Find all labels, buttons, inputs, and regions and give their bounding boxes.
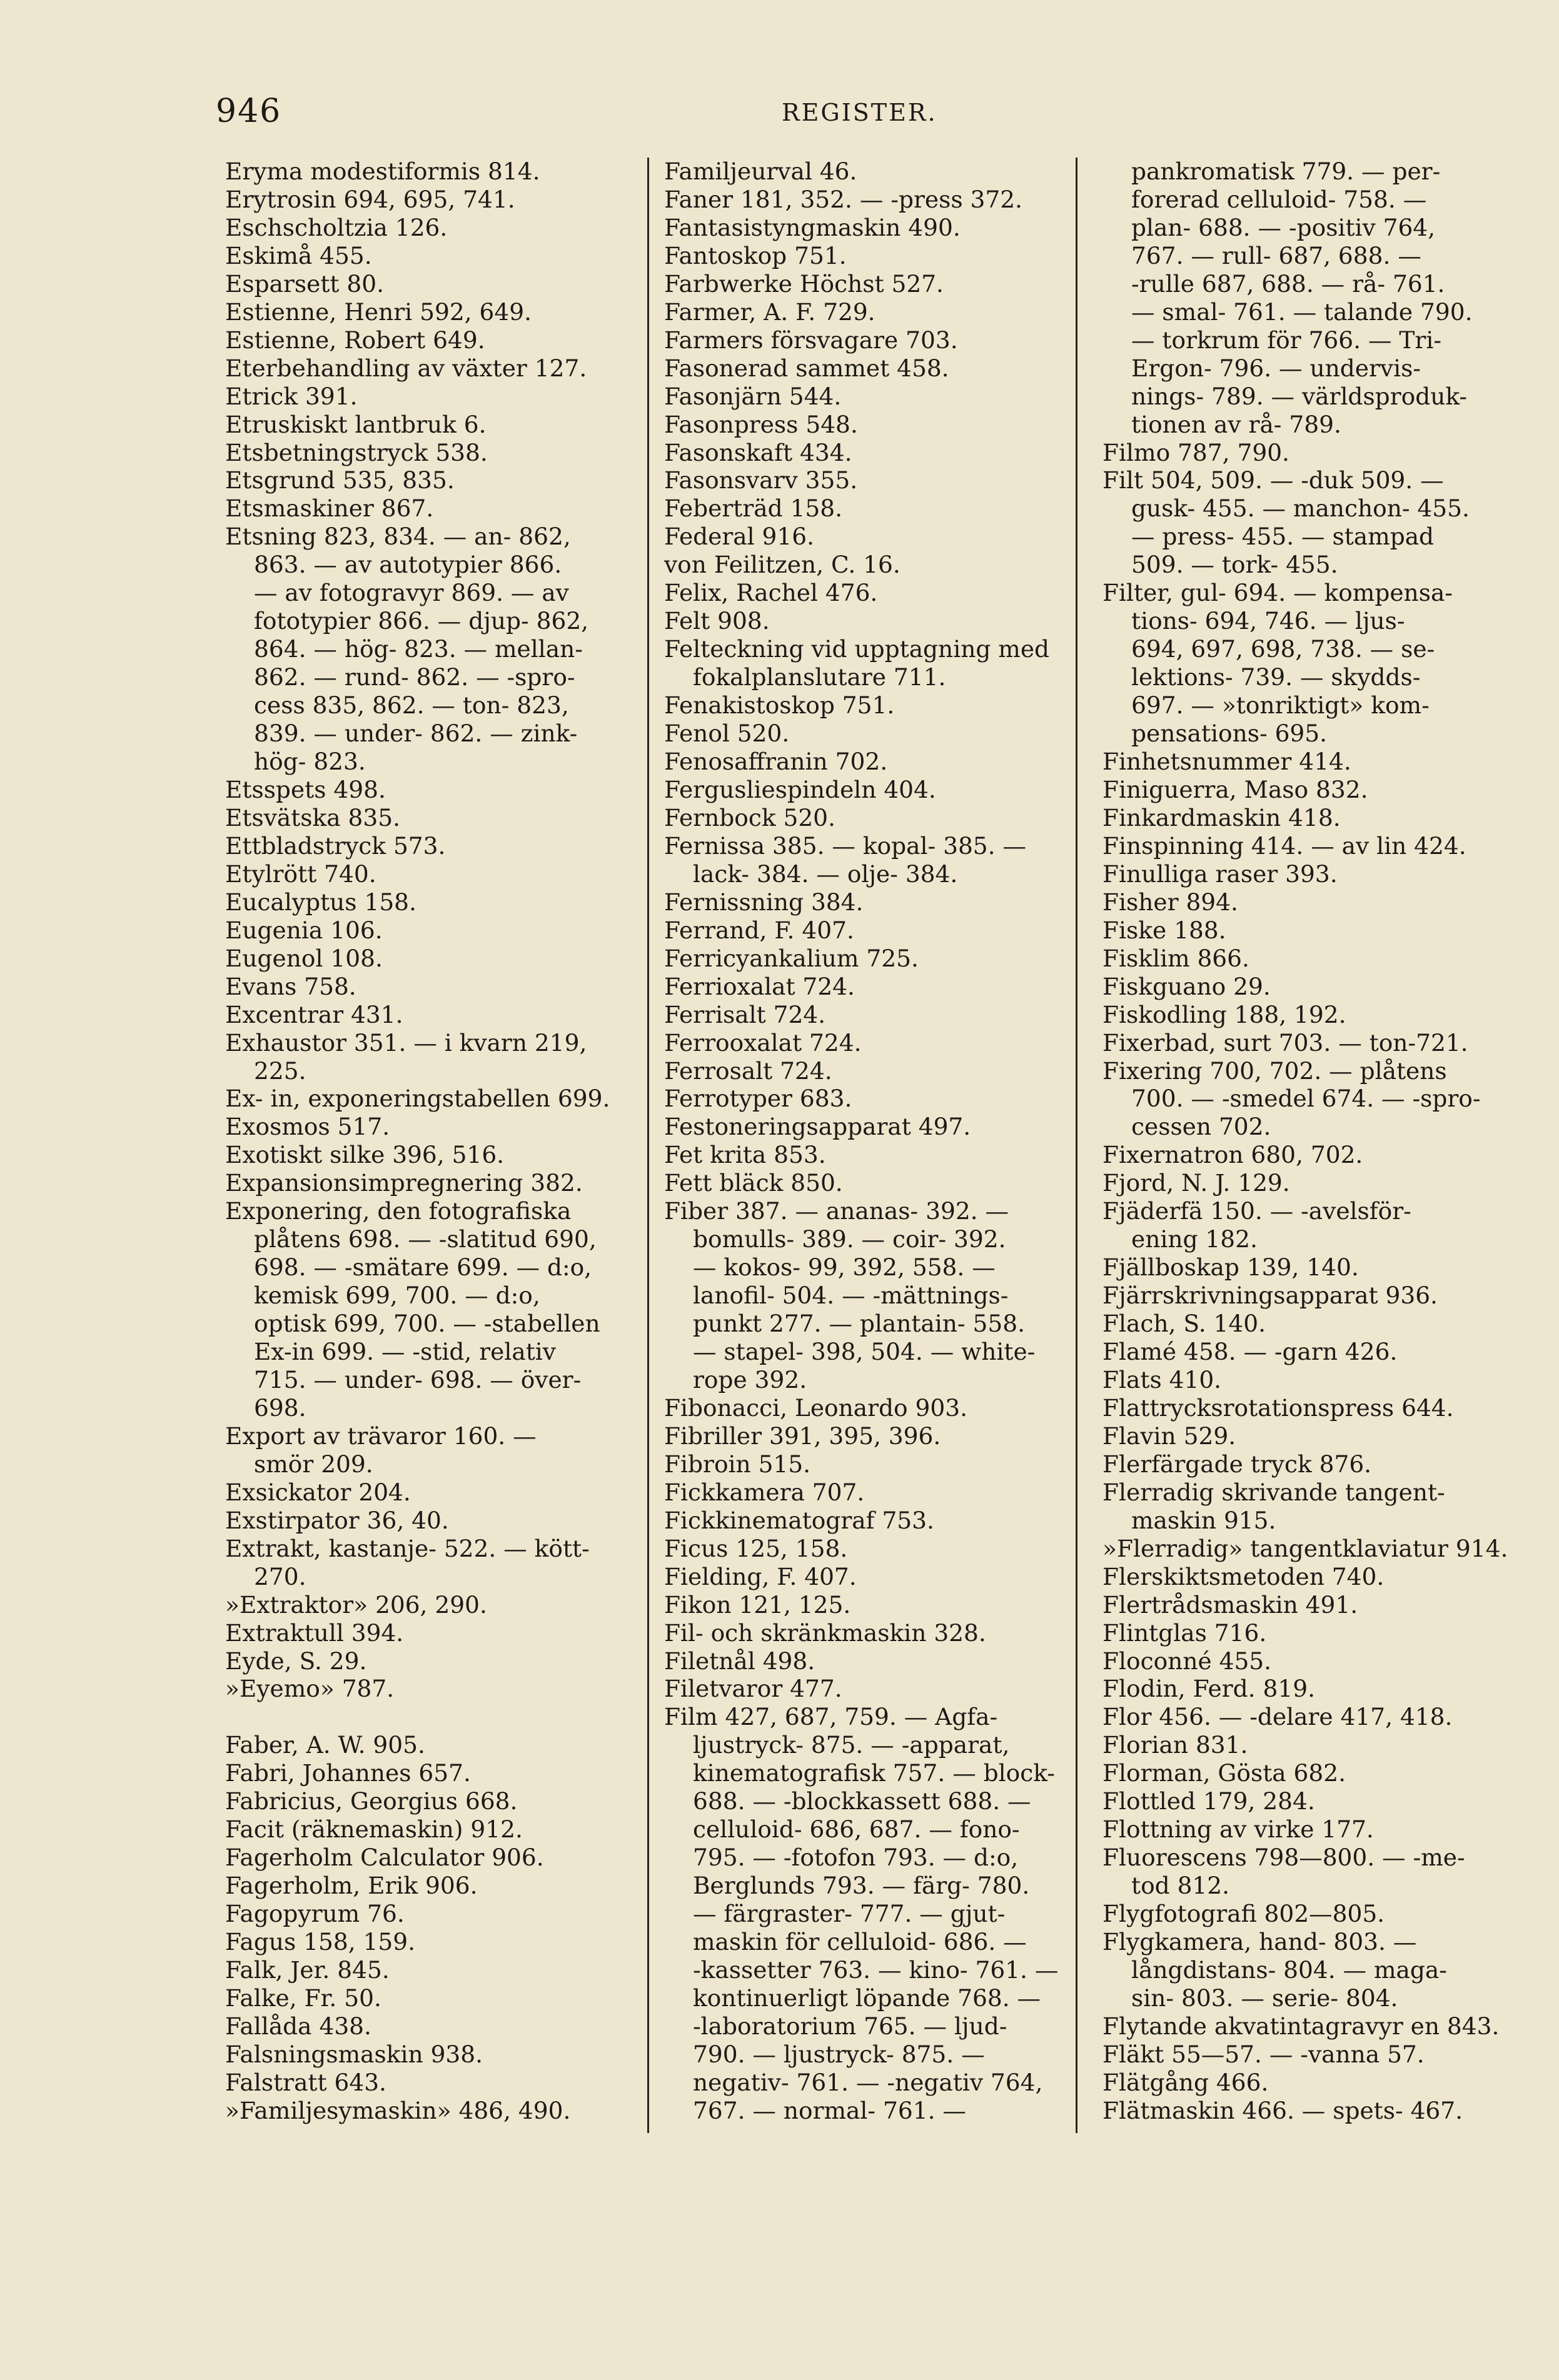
index-entry-line: Flätmaskin 466. — spets- 467.: [1102, 2096, 1463, 2124]
index-entry-line: Falstratt 643.: [225, 2068, 386, 2096]
index-entry-line: Fet krita 853.: [664, 1141, 826, 1169]
index-entry-line: Fagopyrum 76.: [225, 1900, 405, 1928]
index-entry-line: Flerfärgade tryck 876.: [1102, 1450, 1372, 1478]
index-entry-line: Flytande akvatintagravyr en 843.: [1102, 2012, 1500, 2040]
index-entry-line: Flerradig skrivande tangent-: [1102, 1478, 1445, 1506]
index-entry-line: Flats 410.: [1102, 1365, 1222, 1393]
index-entry-line: Festoneringsapparat 497.: [664, 1113, 971, 1141]
index-entry-line: Flygfotografi 802—805.: [1102, 1900, 1385, 1928]
index-entry-line: Flavin 529.: [1102, 1422, 1236, 1450]
index-entry-line: Fasonpress 548.: [664, 410, 858, 438]
index-entry-line: långdistans- 804. — maga-: [1131, 1956, 1447, 1984]
index-entry-line: Ferrosalt 724.: [664, 1057, 832, 1085]
index-entry-line: fokalplanslutare 711.: [693, 663, 946, 691]
index-entry-line: Ferrioxalat 724.: [664, 972, 855, 1000]
index-entry-line: Fernissa 385. — kopal- 385. —: [664, 831, 1026, 860]
index-entry-line: 698. — -smätare 699. — d:o,: [254, 1253, 592, 1282]
index-entry-line: Flätgång 466.: [1102, 2068, 1269, 2096]
index-entry-line: Finspinning 414. — av lin 424.: [1102, 831, 1466, 860]
index-entry-line: Eryma modestiformis 814.: [225, 158, 540, 185]
index-entry-line: Filetnål 498.: [664, 1647, 815, 1675]
index-entry-line: 509. — tork- 455.: [1131, 551, 1338, 579]
index-entry-line: maskin 915.: [1131, 1506, 1276, 1534]
index-entry-line: 767. — rull- 687, 688. —: [1131, 241, 1421, 269]
index-entry-line: Filetvaror 477.: [664, 1675, 842, 1703]
index-entry-line: Ferrooxalat 724.: [664, 1028, 862, 1057]
index-entry-line: tod 812.: [1131, 1872, 1230, 1900]
index-entry-line: Flerskiktsmetoden 740.: [1102, 1562, 1385, 1590]
index-entry-line: Flintglas 716.: [1102, 1619, 1267, 1647]
index-entry-line: Falk, Jer. 845.: [225, 1956, 390, 1984]
index-entry-line: celluloid- 686, 687. — fono-: [693, 1815, 1020, 1844]
index-entry-line: Exotiskt silke 396, 516.: [225, 1141, 505, 1169]
index-entry-line: Fickkinematograf 753.: [664, 1506, 934, 1534]
index-entry-line: kontinuerligt löpande 768. —: [693, 1984, 1041, 2012]
index-entry-line: Felix, Rachel 476.: [664, 579, 878, 607]
index-entry-line: 715. — under- 698. — över-: [254, 1365, 582, 1393]
index-entry-line: Fenol 520.: [664, 720, 790, 748]
index-entry-line: Etsbetningstryck 538.: [225, 438, 488, 466]
index-entry-line: Excentrar 431.: [225, 1000, 403, 1028]
index-entry-line: Faner 181, 352. — -press 372.: [664, 185, 1022, 213]
index-entry-line: Extraktull 394.: [225, 1619, 404, 1647]
index-entry-line: pankromatisk 779. — per-: [1131, 158, 1441, 185]
index-entry-line: Exstirpator 36, 40.: [225, 1506, 449, 1534]
index-entry-line: Falke, Fr. 50.: [225, 1984, 381, 2012]
index-entry-line: Ferricyankalium 725.: [664, 944, 919, 972]
index-entry-line: Evans 758.: [225, 972, 356, 1000]
index-entry-line: Ettbladstryck 573.: [225, 831, 446, 860]
index-entry-line: Fjord, N. J. 129.: [1102, 1169, 1290, 1197]
index-entry-line: Fibroin 515.: [664, 1450, 811, 1478]
index-entry-line: Flottning av virke 177.: [1102, 1815, 1374, 1844]
index-entry-line: Falsningsmaskin 938.: [225, 2040, 483, 2068]
index-entry-line: Exponering, den fotografiska: [225, 1197, 572, 1225]
index-entry-line: Feberträd 158.: [664, 495, 843, 523]
index-entry-line: Ferrotyper 683.: [664, 1085, 852, 1113]
index-entry-line: Fjäderfä 150. — -avelsför-: [1102, 1197, 1411, 1225]
index-entry-line: »Familjesymaskin» 486, 490.: [225, 2096, 571, 2124]
index-entry-line: Eterbehandling av växter 127.: [225, 354, 587, 382]
index-entry-line: Fergusliespindeln 404.: [664, 775, 936, 803]
index-entry-line: Berglunds 793. — färg- 780.: [693, 1872, 1030, 1900]
index-entry-line: 862. — rund- 862. — -spro-: [254, 663, 575, 691]
index-entry-line: Farmer, A. F. 729.: [664, 298, 875, 326]
index-entry-line: 767. — normal- 761. —: [693, 2096, 966, 2124]
index-entry-line: Flodin, Ferd. 819.: [1102, 1675, 1316, 1703]
index-entry-line: von Feilitzen, C. 16.: [664, 551, 901, 579]
index-entry-line: Exhaustor 351. — i kvarn 219,: [225, 1028, 587, 1057]
index-entry-line: smör 209.: [254, 1450, 373, 1478]
index-entry-line: tions- 694, 746. — ljus-: [1131, 607, 1405, 635]
index-entry-line: Fisklim 866.: [1102, 944, 1249, 972]
index-entry-line: nings- 789. — världsproduk-: [1131, 382, 1468, 410]
index-entry-line: Fisher 894.: [1102, 888, 1238, 916]
index-entry-line: Florman, Gösta 682.: [1102, 1759, 1346, 1787]
index-entry-line: 864. — hög- 823. — mellan-: [254, 635, 583, 663]
index-entry-line: Expansionsimpregnering 382.: [225, 1169, 583, 1197]
index-entry-line: Eugenia 106.: [225, 916, 383, 944]
index-entry-line: cessen 702.: [1131, 1113, 1271, 1141]
index-entry-line: Fiskguano 29.: [1102, 972, 1271, 1000]
index-entry-line: Etrick 391.: [225, 382, 358, 410]
index-entry-line: Eucalyptus 158.: [225, 888, 416, 916]
index-entry-line: Facit (räknemaskin) 912.: [225, 1815, 523, 1844]
index-entry-line: cess 835, 862. — ton- 823,: [254, 691, 569, 720]
index-entry-line: — stapel- 398, 504. — white-: [693, 1338, 1036, 1366]
index-entry-line: Export av trävaror 160. —: [225, 1422, 537, 1450]
index-entry-line: pensations- 695.: [1131, 720, 1328, 748]
running-head: REGISTER.: [782, 99, 937, 126]
column-rule-1: [647, 158, 649, 2133]
index-entry-line: Fixernatron 680, 702.: [1102, 1141, 1363, 1169]
index-entry-line: Eskimå 455.: [225, 241, 372, 269]
index-entry-line: -kassetter 763. — kino- 761. —: [693, 1956, 1059, 1984]
index-entry-line: Felt 908.: [664, 607, 770, 635]
index-entry-line: Fjärrskrivningsapparat 936.: [1102, 1282, 1438, 1310]
index-entry-line: hög- 823.: [254, 748, 366, 776]
index-entry-line: Extrakt, kastanje- 522. — kött-: [225, 1534, 590, 1562]
index-entry-line: Fagus 158, 159.: [225, 1928, 416, 1956]
index-entry-line: Estienne, Robert 649.: [225, 326, 485, 354]
index-entry-line: Flygkamera, hand- 803. —: [1102, 1928, 1417, 1956]
index-entry-line: Fabricius, Georgius 668.: [225, 1787, 518, 1815]
index-entry-line: Fett bläck 850.: [664, 1169, 843, 1197]
index-entry-line: Familjeurval 46.: [664, 158, 857, 185]
index-entry-line: fototypier 866. — djup- 862,: [254, 607, 589, 635]
index-entry-line: Exosmos 517.: [225, 1113, 390, 1141]
index-entry-line: Faber, A. W. 905.: [225, 1731, 425, 1759]
index-entry-line: Fixerbad, surt 703. — ton-721.: [1102, 1028, 1468, 1057]
index-entry-line: Fasonskaft 434.: [664, 438, 852, 466]
index-entry-line: Ergon- 796. — undervis-: [1131, 354, 1421, 382]
index-entry-line: Ferrisalt 724.: [664, 1000, 826, 1028]
index-entry-line: Fläkt 55—57. — -vanna 57.: [1102, 2040, 1425, 2068]
index-entry-line: punkt 277. — plantain- 558.: [693, 1310, 1026, 1338]
index-entry-line: Eyde, S. 29.: [225, 1647, 367, 1675]
index-entry-line: Fenakistoskop 751.: [664, 691, 895, 720]
index-entry-line: Fibriller 391, 395, 396.: [664, 1422, 941, 1450]
index-entry-line: Florian 831.: [1102, 1731, 1248, 1759]
index-entry-line: rope 392.: [693, 1365, 807, 1393]
index-entry-line: Fikon 121, 125.: [664, 1590, 851, 1619]
index-entry-line: »Eyemo» 787.: [225, 1675, 395, 1703]
index-entry-line: Flattrycksrotationspress 644.: [1102, 1393, 1454, 1422]
index-entry-line: -rulle 687, 688. — rå- 761.: [1131, 269, 1445, 298]
index-entry-line: — smal- 761. — talande 790.: [1131, 298, 1473, 326]
index-entry-line: bomulls- 389. — coir- 392.: [693, 1225, 1006, 1253]
index-entry-line: 700. — -smedel 674. — -spro-: [1131, 1085, 1481, 1113]
index-entry-line: Fernbock 520.: [664, 803, 835, 831]
index-column-1: [225, 158, 638, 2125]
index-entry-line: Finulliga raser 393.: [1102, 860, 1338, 888]
index-entry-line: Etsspets 498.: [225, 775, 386, 803]
index-entry-line: Etsgrund 535, 835.: [225, 466, 455, 495]
index-entry-line: Erytrosin 694, 695, 741.: [225, 185, 515, 213]
index-entry-line: — av fotogravyr 869. — av: [254, 579, 569, 607]
index-entry-line: 790. — ljustryck- 875. —: [693, 2040, 985, 2068]
index-entry-line: Eugenol 108.: [225, 944, 383, 972]
index-entry-line: maskin för celluloid- 686. —: [693, 1928, 1027, 1956]
index-entry-line: tionen av rå- 789.: [1131, 410, 1341, 438]
index-entry-line: Floconné 455.: [1102, 1647, 1272, 1675]
index-column-3: [1102, 158, 1515, 2125]
index-entry-line: 698.: [254, 1393, 306, 1422]
index-entry-line: Fasonsvarv 355.: [664, 466, 858, 495]
index-entry-line: — kokos- 99, 392, 558. —: [693, 1253, 996, 1282]
index-entry-line: — färgraster- 777. — gjut-: [693, 1900, 1006, 1928]
index-entry-line: Fernissning 384.: [664, 888, 864, 916]
index-entry-line: [225, 1703, 638, 1731]
index-entry-line: negativ- 761. — -negativ 764,: [693, 2068, 1043, 2096]
index-entry-line: — press- 455. — stampad: [1131, 523, 1435, 551]
index-entry-line: Ferrand, F. 407.: [664, 916, 854, 944]
index-entry-line: Film 427, 687, 759. — Agfa-: [664, 1703, 998, 1731]
index-entry-line: 270.: [254, 1562, 306, 1590]
index-entry-line: plan- 688. — -positiv 764,: [1131, 213, 1436, 241]
index-entry-line: Federal 916.: [664, 523, 815, 551]
index-entry-line: ljustryck- 875. — -apparat,: [693, 1731, 1010, 1759]
index-entry-line: kemisk 699, 700. — d:o,: [254, 1282, 540, 1310]
index-entry-line: Fantasistyngmaskin 490.: [664, 213, 961, 241]
index-entry-line: Flamé 458. — -garn 426.: [1102, 1338, 1398, 1366]
index-entry-line: optisk 699, 700. — -stabellen: [254, 1310, 600, 1338]
index-entry-line: Farbwerke Höchst 527.: [664, 269, 944, 298]
index-entry-line: 863. — av autotypier 866.: [254, 551, 562, 579]
index-entry-line: Fluorescens 798—800. — -me-: [1102, 1844, 1465, 1872]
index-entry-line: 688. — -blockkassett 688. —: [693, 1787, 1031, 1815]
index-entry-line: Flor 456. — -delare 417, 418.: [1102, 1703, 1453, 1731]
index-entry-line: Ficus 125, 158.: [664, 1534, 848, 1562]
index-entry-line: Finiguerra, Maso 832.: [1102, 775, 1368, 803]
index-entry-line: lektions- 739. — skydds-: [1131, 663, 1421, 691]
index-entry-line: Fickkamera 707.: [664, 1478, 865, 1506]
index-entry-line: gusk- 455. — manchon- 455.: [1131, 495, 1470, 523]
index-entry-line: plåtens 698. — -slatitud 690,: [254, 1225, 597, 1253]
index-entry-line: lack- 384. — olje- 384.: [693, 860, 958, 888]
index-entry-line: Fantoskop 751.: [664, 241, 847, 269]
index-entry-line: Felteckning vid upptagning med: [664, 635, 1050, 663]
index-entry-line: Fiskodling 188, 192.: [1102, 1000, 1346, 1028]
index-entry-line: Fagerholm, Erik 906.: [225, 1872, 478, 1900]
index-entry-line: »Extraktor» 206, 290.: [225, 1590, 487, 1619]
index-entry-line: 225.: [254, 1057, 306, 1085]
index-entry-line: ening 182.: [1131, 1225, 1258, 1253]
index-entry-line: Fixering 700, 702. — plåtens: [1102, 1057, 1447, 1085]
index-entry-line: Flertrådsmaskin 491.: [1102, 1590, 1358, 1619]
index-entry-line: Fenosaffranin 702.: [664, 748, 888, 776]
index-entry-line: Filter, gul- 694. — kompensa-: [1102, 579, 1453, 607]
index-entry-line: Ex-in 699. — -stid, relativ: [254, 1338, 556, 1366]
index-entry-line: Filmo 787, 790.: [1102, 438, 1289, 466]
index-entry-line: Esparsett 80.: [225, 269, 385, 298]
column-rule-2: [1076, 158, 1077, 2133]
index-entry-line: Etsning 823, 834. — an- 862,: [225, 523, 571, 551]
page-number: 946: [216, 93, 282, 130]
index-entry-line: Etsvätska 835.: [225, 803, 401, 831]
index-entry-line: 795. — -fotofon 793. — d:o,: [693, 1844, 1019, 1872]
index-entry-line: sin- 803. — serie- 804.: [1131, 1984, 1398, 2012]
index-entry-line: — torkrum för 766. — Tri-: [1131, 326, 1442, 354]
index-entry-line: Fagerholm Calculator 906.: [225, 1844, 544, 1872]
index-entry-line: Fallåda 438.: [225, 2012, 371, 2040]
index-entry-line: Fasonerad sammet 458.: [664, 354, 949, 382]
index-entry-line: Fiber 387. — ananas- 392. —: [664, 1197, 1009, 1225]
index-entry-line: forerad celluloid- 758. —: [1131, 185, 1427, 213]
index-entry-line: Fasonjärn 544.: [664, 382, 842, 410]
index-entry-line: 694, 697, 698, 738. — se-: [1131, 635, 1435, 663]
index-entry-line: Fielding, F. 407.: [664, 1562, 857, 1590]
index-entry-line: lanofil- 504. — -mättnings-: [693, 1282, 1009, 1310]
index-entry-line: Eschscholtzia 126.: [225, 213, 448, 241]
index-entry-line: Fjällboskap 139, 140.: [1102, 1253, 1359, 1282]
index-entry-line: Finhetsnummer 414.: [1102, 748, 1351, 776]
index-entry-line: Fibonacci, Leonardo 903.: [664, 1393, 968, 1422]
index-entry-line: Etsmaskiner 867.: [225, 495, 434, 523]
index-entry-line: Flottled 179, 284.: [1102, 1787, 1315, 1815]
index-entry-line: Flach, S. 140.: [1102, 1310, 1266, 1338]
index-column-2: [664, 158, 1077, 2125]
index-entry-line: kinematografisk 757. — block-: [693, 1759, 1055, 1787]
index-entry-line: Ex- in, exponeringstabellen 699.: [225, 1085, 610, 1113]
index-entry-line: Fabri, Johannes 657.: [225, 1759, 471, 1787]
index-entry-line: Estienne, Henri 592, 649.: [225, 298, 532, 326]
index-entry-line: 839. — under- 862. — zink-: [254, 720, 578, 748]
index-entry-line: Farmers försvagare 703.: [664, 326, 958, 354]
index-entry-line: Etruskiskt lantbruk 6.: [225, 410, 487, 438]
index-entry-line: Finkardmaskin 418.: [1102, 803, 1341, 831]
index-entry-line: Fil- och skränkmaskin 328.: [664, 1619, 986, 1647]
index-entry-line: Exsickator 204.: [225, 1478, 411, 1506]
index-entry-line: Fiske 188.: [1102, 916, 1226, 944]
index-entry-line: 697. — »tonriktigt» kom-: [1131, 691, 1430, 720]
index-entry-line: Filt 504, 509. — -duk 509. —: [1102, 466, 1444, 495]
index-entry-line: -laboratorium 765. — ljud-: [693, 2012, 1007, 2040]
index-entry-line: »Flerradig» tangentklaviatur 914.: [1102, 1534, 1508, 1562]
index-entry-line: Etylrött 740.: [225, 860, 376, 888]
